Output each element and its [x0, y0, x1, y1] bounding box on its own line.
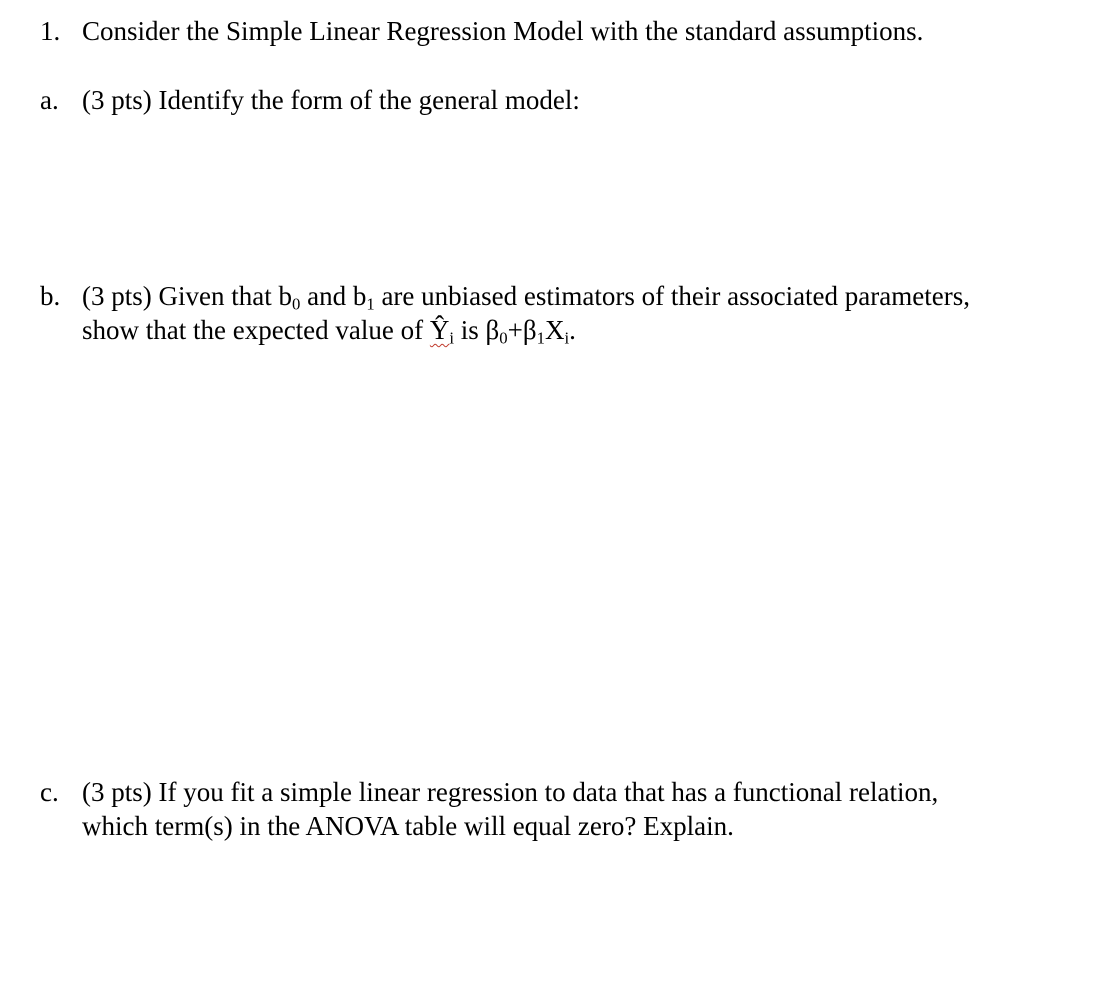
y-hat-term: [429, 315, 455, 348]
b0-subscript: 0: [291, 294, 301, 314]
part-b-line1-mid: and b: [300, 281, 367, 311]
question-number: 1.: [40, 16, 61, 46]
question-1: [40, 14, 1080, 48]
part-b: [40, 279, 1080, 347]
part-b-line1-pre: (3 pts) Given that b: [82, 281, 292, 311]
part-b-marker: b.: [40, 281, 61, 311]
part-b-line2-mid: is β: [454, 315, 500, 345]
question-text: Consider the Simple Linear Regression Model with the standard assumptions.: [82, 16, 924, 46]
part-c: [40, 775, 1080, 843]
part-c-line-1: (3 pts) If you fit a simple linear regression to data that has a functional relation,: [82, 777, 939, 807]
part-b-line1-post: are unbiased estimators of their associated parameters,: [374, 281, 970, 311]
y-hat-symbol: Ŷ: [429, 315, 450, 345]
part-a: [40, 83, 1080, 117]
x-subscript: i: [564, 328, 570, 348]
part-b-line2-pre: show that the expected value of: [82, 315, 430, 345]
part-a-text: (3 pts) Identify the form of the general model:: [82, 85, 580, 115]
y-hat-subscript: i: [449, 328, 455, 348]
part-b-period: .: [569, 315, 576, 345]
b1-subscript: 1: [366, 294, 375, 314]
part-b-line-2: [82, 313, 1080, 347]
part-c-marker: c.: [40, 777, 59, 807]
beta0-subscript: 0: [499, 328, 508, 348]
x-symbol: X: [545, 315, 565, 345]
part-b-text: [82, 279, 1080, 347]
part-b-line-1: [82, 279, 1080, 313]
beta1-subscript: 1: [536, 328, 546, 348]
plus-beta: +β: [507, 315, 537, 345]
part-a-marker: a.: [40, 85, 59, 115]
part-c-line-2: which term(s) in the ANOVA table will equal zero? Explain.: [82, 811, 734, 841]
part-c-text: [82, 775, 1080, 843]
